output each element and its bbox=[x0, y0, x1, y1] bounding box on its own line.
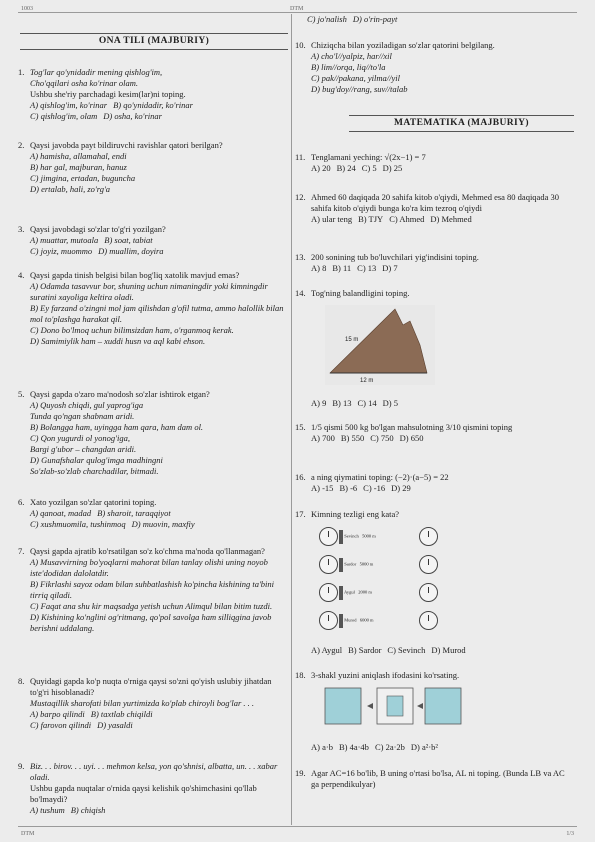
speed-figure bbox=[319, 527, 449, 639]
answer-c[interactable]: C) Faqat ana shu kir maqsadga yetish uchun Alimqul bilan bitim tuzdi. bbox=[30, 601, 273, 611]
answer-b[interactable]: B) Sardor bbox=[348, 645, 382, 655]
answer-d[interactable]: D) o'rin-payt bbox=[352, 14, 398, 24]
answer-a[interactable]: A) Quyosh chiqdi, gul yaprog'iga bbox=[30, 400, 144, 410]
question-18-options bbox=[297, 742, 565, 753]
answer-c[interactable]: C) -16 bbox=[363, 483, 386, 493]
answer-c[interactable]: C) 2a·2b bbox=[374, 742, 405, 752]
clock-icon bbox=[419, 527, 438, 546]
answer-a[interactable]: A) hamisha, allamahal, endi bbox=[30, 151, 127, 161]
clock-icon bbox=[319, 611, 338, 630]
answer-b[interactable]: B) 13 bbox=[332, 398, 352, 408]
question-17: 17. Kimning tezligi eng kata? bbox=[295, 509, 400, 519]
answer-b[interactable]: B) Bolangga ham, uyingga ham qara, ham dam ol. bbox=[30, 422, 204, 432]
answer-c[interactable]: C) qishlog'im, olam bbox=[30, 111, 98, 121]
question-2: 2. Qaysi javobda payt bildiruvchi ravishlar qatori berilgan? A) hamisha, allamahal, endi B) har gal, majburan, hanuz C) jimgina, ertadan, buguncha D) ertalab, hali, zo'rg'a bbox=[20, 140, 288, 195]
column-divider bbox=[291, 14, 292, 825]
answer-b[interactable]: B) qo'ynidadir, ko'rinar bbox=[113, 100, 193, 110]
answer-c[interactable]: C) 13 bbox=[357, 263, 377, 273]
answer-d[interactable]: D) Murod bbox=[431, 645, 466, 655]
answer-d[interactable]: D) muovin, maxfiy bbox=[131, 519, 195, 529]
clock-icon bbox=[319, 583, 338, 602]
answer-a[interactable]: A) 20 bbox=[311, 163, 331, 173]
answer-d[interactable]: D) a²·b² bbox=[410, 742, 438, 752]
answer-c[interactable]: C) joyiz, muommo bbox=[30, 246, 93, 256]
answer-a[interactable]: A) qishlog'im, ko'rinar bbox=[30, 100, 108, 110]
answer-b[interactable]: B) 4a·4b bbox=[338, 742, 369, 752]
clock-icon bbox=[419, 583, 438, 602]
answer-a[interactable]: A) qanoat, madad bbox=[30, 508, 92, 518]
answer-d[interactable]: D) 650 bbox=[399, 433, 424, 443]
answer-b[interactable]: B) Ey farzand o'zingni mol jam qilishdan g'ofil tutma, ammo halollik bilan mol to'plashga harakat qil. bbox=[30, 303, 284, 324]
answer-a[interactable]: A) -15 bbox=[311, 483, 334, 493]
answer-d[interactable]: D) Gunafshalar qulog'imga madhingni bbox=[30, 455, 163, 465]
answer-b[interactable]: B) lim//orqa, liq//to'la bbox=[311, 62, 386, 72]
answer-c[interactable]: C) 5 bbox=[361, 163, 377, 173]
equation: √(2x−1) = 7 bbox=[384, 152, 426, 162]
answer-b[interactable]: B) har gal, majburan, hanuz bbox=[30, 162, 127, 172]
clock-icon bbox=[419, 611, 438, 630]
answer-c[interactable]: C) Qon yugurdi ol yonog'iga, bbox=[30, 433, 130, 443]
equation: (−2)·(a−5) = 22 bbox=[395, 472, 449, 482]
question-4: 4. Qaysi gapda tinish belgisi bilan bog'liq xatolik mavjud emas? A) Odamda tasavvur bor, shuning uchun nimaningdir yoki kimningdir suratini xayoliga keltira oladi. B) Ey farzand o'zingni mol jam qilishdan g'ofil tutma, ammo halollik bilan mol to'plashga harakat qil. C) Dono bo'lmoq uchun bilimsizdan ham, o'rganmoq kerak. D) Samimiylik ham – xuddi husn va aql kabi ehson. bbox=[20, 270, 288, 347]
answer-a[interactable]: A) muattar, mutoala bbox=[30, 235, 99, 245]
header-org: DTM bbox=[290, 6, 304, 12]
answer-a[interactable]: A) ular teng bbox=[311, 214, 353, 224]
footer-org: DTM bbox=[21, 831, 35, 837]
question-18: 18. 3-shakl yuzini aniqlash ifodasini ko'rsating. bbox=[295, 670, 460, 680]
answer-a[interactable]: A) 8 bbox=[311, 263, 327, 273]
answer-a[interactable]: A) cho'l//yalpiz, har//xil bbox=[311, 51, 392, 61]
question-17-options bbox=[297, 645, 565, 656]
question-6: 6. Xato yozilgan so'zlar qatorini toping. A) qanoat, madad B) sharoit, taraqqiyot C) xushmuomila, tushinmoq D) muovin, maxfiy bbox=[18, 497, 195, 529]
answer-d[interactable]: D) Mehmed bbox=[430, 214, 472, 224]
runner-icon bbox=[339, 614, 343, 628]
answer-d[interactable]: D) yasaldi bbox=[97, 720, 133, 730]
question-14-options bbox=[297, 398, 565, 409]
question-9-continued bbox=[297, 14, 565, 25]
section-title-matematika: MATEMATIKA (MAJBURIY) bbox=[349, 115, 574, 132]
base-label: 12 m bbox=[360, 378, 374, 384]
runner-icon bbox=[339, 558, 343, 572]
page-footer bbox=[18, 826, 577, 837]
answer-b[interactable]: B) chiqish bbox=[70, 805, 106, 815]
answer-a[interactable]: A) 700 bbox=[311, 433, 335, 443]
question-1: 1. Tog'lar qo'ynidadir mening qishlog'im, Cho'qqilari osha ko'rinar olam. Ushbu she'riy parchadagi kesim(lar)ni toping. A) qishlog'im, ko'rinar B) qo'ynidadir, ko'rinar C) qishlog'im, olam D) osha, ko'rinar bbox=[18, 67, 193, 121]
answer-d[interactable]: D) ertalab, hali, zo'rg'a bbox=[30, 184, 111, 194]
answer-a[interactable]: A) 9 bbox=[311, 398, 327, 408]
question-15: 15. 1/5 qismi 500 kg bo'lgan mahsulotning 3/10 qismini toping A) 700 B) 550 C) 750 D) 650 bbox=[295, 422, 513, 443]
question-5: 5. Qaysi gapda o'zaro ma'nodosh so'zlar ishtirok etgan? A) Quyosh chiqdi, gul yaprog'iga Tunda qo'ngan shabnam aridi. B) Bolangga ham, uyingga ham qara, ham dam ol. C) Qon yugurdi ol yonog'iga, Bargi g'ubor – changdan aridi. D) Gunafshalar qulog'imga madhingni So'zlab-so'zlab charchadilar, bitmadi. bbox=[20, 389, 288, 477]
answer-d[interactable]: D) muallim, doyira bbox=[98, 246, 164, 256]
side-label: 15 m bbox=[345, 337, 359, 343]
answer-d[interactable]: D) Samimiylik ham – xuddi husn va aql kabi ehson. bbox=[30, 336, 206, 346]
question-12: 12. Ahmed 60 daqiqada 20 sahifa kitob o'qiydi, Mehmed esa 80 daqiqada 30 sahifa kitob o'qiydi bunga ko'ra kim tezroq o'qiydi A) ular teng B) TJY C) Ahmed D) Mehmed bbox=[295, 192, 559, 224]
answer-c[interactable]: C) jo'nalish bbox=[307, 14, 347, 24]
question-14: 14. Tog'ning balandligini toping. bbox=[295, 288, 410, 298]
clock-icon bbox=[319, 527, 338, 546]
page-header bbox=[18, 3, 577, 13]
answer-d[interactable]: D) Kishining ko'nglini og'ritmang, qo'pol savolga ham silliqgina javob berishni uddalang. bbox=[30, 612, 272, 633]
answer-b[interactable]: B) Fikrlashi sayoz odam bilan suhbatlashish ko'pincha kishining ta'bini tirriq qiladi. bbox=[30, 579, 274, 600]
clock-icon bbox=[419, 555, 438, 574]
answer-a[interactable]: A) Musavvirning bo'yoqlarni mahorat bilan tanlay olishi uning noyob iste'dodidan dalolatdir. bbox=[30, 557, 268, 578]
answer-b[interactable]: B) sharoit, taraqqiyot bbox=[97, 508, 171, 518]
question-11: 11. Tenglamani yeching: √(2x−1) = 7 A) 20 B) 24 C) 5 D) 25 bbox=[295, 152, 426, 173]
runner-row: Sardor 5000 m bbox=[319, 555, 373, 575]
answer-c[interactable]: C) Sevinch bbox=[387, 645, 426, 655]
answer-b[interactable]: B) 11 bbox=[332, 263, 352, 273]
answer-a[interactable]: A) Odamda tasavvur bor, shuning uchun nimaningdir yoki kimningdir suratini xayoliga keltira oladi. bbox=[30, 281, 268, 302]
runner-row: Sevinch 5000 m bbox=[319, 527, 376, 547]
answer-c[interactable]: C) 14 bbox=[357, 398, 377, 408]
runner-row: Aygul 2000 m bbox=[319, 583, 372, 603]
answer-d[interactable]: D) bug'doy//rang, suv//talab bbox=[311, 84, 408, 94]
question-3: 3. Qaysi javobdagi so'zlar to'g'ri yozilgan? A) muattar, mutoala B) soat, tabiat C) joyiz, muommo D) muallim, doyira bbox=[18, 224, 166, 256]
answer-d[interactable]: D) 29 bbox=[391, 483, 411, 493]
question-8: 8. Quyidagi gapda ko'p nuqta o'rniga qaysi so'zni qo'yish uslubiy jihatdan to'g'ri hisoblanadi? Mustaqillik sharofati bilan yurtimizda ko'plab chiroyli bog'lar . . . A) barpo qilindi B) taxtlab chiqildi C) farovon qilindi D) yasaldi bbox=[18, 676, 272, 730]
answer-b[interactable]: B) 550 bbox=[340, 433, 365, 443]
runner-icon bbox=[339, 530, 343, 544]
answer-a[interactable]: A) Aygul bbox=[311, 645, 343, 655]
answer-c[interactable]: C) Dono bo'lmoq uchun bilimsizdan ham, o'rganmoq kerak. bbox=[30, 325, 234, 335]
question-10: 10. Chiziqcha bilan yoziladigan so'zlar qatorini belgilang. A) cho'l//yalpiz, har//xil B) lim//orqa, liq//to'la C) pak//pakana, yilma//yil D) bug'doy//rang, suv//talab bbox=[297, 40, 565, 95]
answer-b[interactable]: B) soat, tabiat bbox=[104, 235, 153, 245]
answer-c[interactable]: C) Ahmed bbox=[389, 214, 425, 224]
answer-c[interactable]: C) 750 bbox=[370, 433, 394, 443]
question-13: 13. 200 sonining tub bo'luvchilari yig'indisini toping. A) 8 B) 11 C) 13 D) 7 bbox=[295, 252, 479, 273]
question-7: 7. Qaysi gapda ajratib ko'rsatilgan so'z ko'chma ma'noda qo'llanmagan? A) Musavvirning bo'yoqlarni mahorat bilan tanlay olishi uning noyob iste'dodidan dalolatdir. B) Fikrlashi sayoz odam bilan suhbatlashish ko'pincha kishining ta'bini tirriq qiladi. C) Faqat ana shu kir maqsadga yetish uchun Alimqul bilan bitim tuzdi. D) Kishining ko'nglini og'ritmang, qo'pol savolga ham silliqgina javob berishni uddalang. bbox=[20, 546, 288, 634]
clock-icon bbox=[319, 555, 338, 574]
answer-c[interactable]: C) pak//pakana, yilma//yil bbox=[311, 73, 400, 83]
answer-b[interactable]: B) taxtlab chiqildi bbox=[90, 709, 153, 719]
runner-row: Murod 6000 m bbox=[319, 611, 374, 631]
answer-b[interactable]: B) -6 bbox=[339, 483, 358, 493]
answer-d[interactable]: D) 25 bbox=[382, 163, 403, 173]
question-19: 19. Agar AC=16 bo'lib, B uning o'rtasi bo'lsa, AL ni toping. (Bunda LB va AC ga perpendikulyar) bbox=[295, 768, 565, 789]
answer-a[interactable]: A) a·b bbox=[311, 742, 333, 752]
shapes-figure bbox=[317, 686, 477, 728]
answer-c[interactable]: C) jimgina, ertadan, buguncha bbox=[30, 173, 136, 183]
answer-b[interactable]: B) TJY bbox=[358, 214, 384, 224]
answer-c[interactable]: C) xushmuomila, tushinmoq bbox=[30, 519, 126, 529]
answer-b[interactable]: B) 24 bbox=[336, 163, 356, 173]
answer-d[interactable]: D) osha, ko'rinar bbox=[103, 111, 162, 121]
question-9: 9. Biz. . . birov. . . uyi. . . mehmon kelsa, yon qo'shnisi, albatta, un. . . xabar oladi. Ushbu gapda nuqtalar o'rnida qaysi kelishik qo'shimchasini qo'llab bo'lmaydi? A) tushum B) chiqish bbox=[18, 761, 278, 815]
answer-c[interactable]: C) farovon qilindi bbox=[30, 720, 92, 730]
answer-d[interactable]: D) 5 bbox=[382, 398, 398, 408]
answer-d[interactable]: D) 7 bbox=[382, 263, 398, 273]
mountain-figure bbox=[325, 305, 435, 385]
runner-icon bbox=[339, 586, 343, 600]
section-title-ona-tili: ONA TILI (MAJBURIY) bbox=[20, 33, 288, 50]
page-number: 1/3 bbox=[566, 831, 574, 837]
page-code: 1003 bbox=[21, 6, 33, 12]
answer-a[interactable]: A) tushum bbox=[30, 805, 65, 815]
question-16: 16. a ning qiymatini toping: (−2)·(a−5) = 22 A) -15 B) -6 C) -16 D) 29 bbox=[295, 472, 449, 493]
answer-a[interactable]: A) barpo qilindi bbox=[30, 709, 85, 719]
